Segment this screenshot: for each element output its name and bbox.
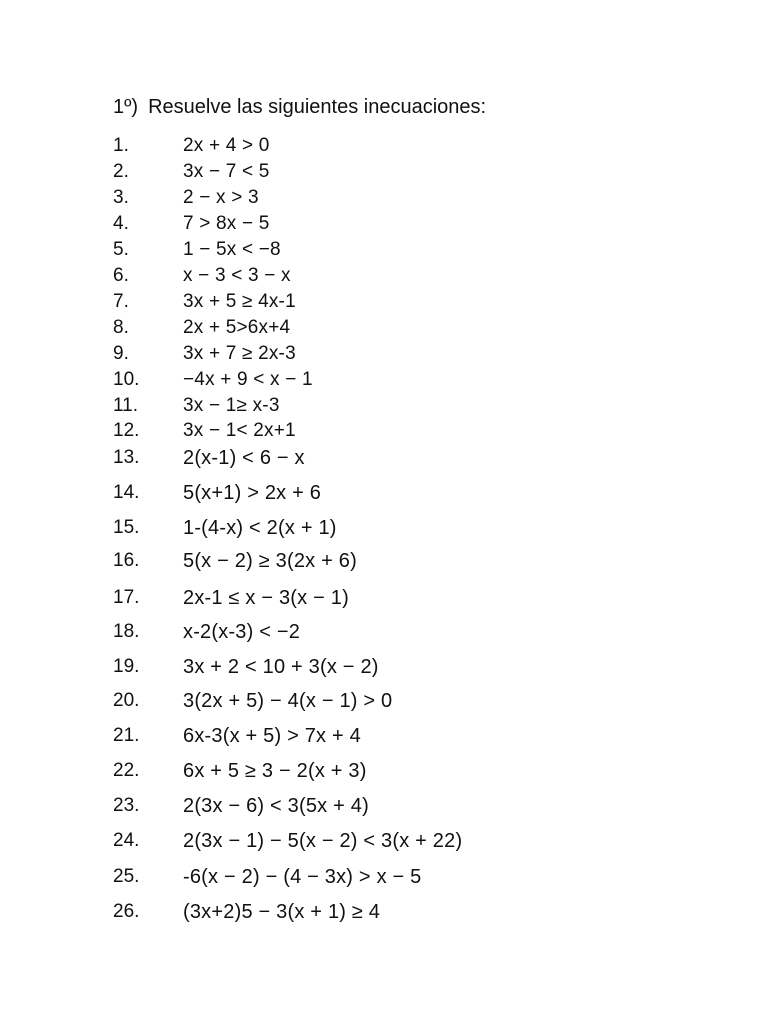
item-number: 20.	[113, 690, 140, 711]
inequality-expression: 3x − 1< 2x+1	[183, 420, 296, 441]
item-number: 2.	[113, 161, 129, 182]
item-number: 17.	[113, 587, 140, 608]
inequality-expression: 5(x+1) > 2x + 6	[183, 482, 322, 504]
inequality-expression: 2x + 5>6x+4	[183, 317, 291, 338]
inequality-expression: 2 − x > 3	[183, 187, 259, 208]
item-number: 3.	[113, 187, 129, 208]
item-number: 1.	[113, 135, 129, 156]
inequality-expression: 2(3x − 6) < 3(5x + 4)	[183, 795, 369, 817]
inequality-expression: 5(x − 2) ≥ 3(2x + 6)	[183, 550, 357, 572]
inequality-expression: 6x-3(x + 5) > 7x + 4	[183, 725, 361, 747]
item-number: 9.	[113, 343, 129, 364]
inequality-expression: 3x − 1≥ x-3	[183, 395, 280, 416]
item-number: 22.	[113, 760, 140, 781]
inequality-expression: (3x+2)5 − 3(x + 1) ≥ 4	[183, 901, 381, 923]
inequality-expression: 2(3x − 1) − 5(x − 2) < 3(x + 22)	[183, 830, 463, 852]
inequality-expression: 2x + 4 > 0	[183, 135, 270, 156]
item-number: 25.	[113, 866, 140, 887]
item-number: 10.	[113, 369, 140, 390]
inequality-expression: 3x + 5 ≥ 4x-1	[183, 291, 296, 312]
item-number: 5.	[113, 239, 129, 260]
exercise-instruction: Resuelve las siguientes inecuaciones:	[148, 96, 487, 118]
inequality-expression: 1-(4-x) < 2(x + 1)	[183, 517, 337, 539]
item-number: 21.	[113, 725, 140, 746]
item-number: 16.	[113, 550, 140, 571]
item-number: 12.	[113, 420, 140, 441]
inequality-expression: 7 > 8x − 5	[183, 213, 270, 234]
inequality-expression: x − 3 < 3 − x	[183, 265, 291, 286]
inequality-expression: −4x + 9 < x − 1	[183, 369, 313, 390]
item-number: 6.	[113, 265, 129, 286]
inequality-expression: 2x-1 ≤ x − 3(x − 1)	[183, 587, 349, 609]
inequality-expression: x-2(x-3) < −2	[183, 621, 301, 643]
item-number: 24.	[113, 830, 140, 851]
inequality-expression: 3(2x + 5) − 4(x − 1) > 0	[183, 690, 393, 712]
item-number: 7.	[113, 291, 129, 312]
inequality-expression: -6(x − 2) − (4 − 3x) > x − 5	[183, 866, 422, 888]
inequality-expression: 1 − 5x < −8	[183, 239, 281, 260]
exercise-number: 1º)	[113, 96, 139, 118]
item-number: 23.	[113, 795, 140, 816]
item-number: 18.	[113, 621, 140, 642]
item-number: 19.	[113, 656, 140, 677]
item-number: 14.	[113, 482, 140, 503]
inequality-expression: 3x + 2 < 10 + 3(x − 2)	[183, 656, 379, 678]
inequality-expression: 2(x-1) < 6 − x	[183, 447, 305, 469]
item-number: 15.	[113, 517, 140, 538]
inequality-expression: 3x − 7 < 5	[183, 161, 270, 182]
item-number: 26.	[113, 901, 140, 922]
inequality-expression: 6x + 5 ≥ 3 − 2(x + 3)	[183, 760, 367, 782]
item-number: 11.	[113, 395, 139, 416]
inequality-expression: 3x + 7 ≥ 2x-3	[183, 343, 296, 364]
item-number: 4.	[113, 213, 129, 234]
item-number: 8.	[113, 317, 129, 338]
item-number: 13.	[113, 447, 140, 468]
